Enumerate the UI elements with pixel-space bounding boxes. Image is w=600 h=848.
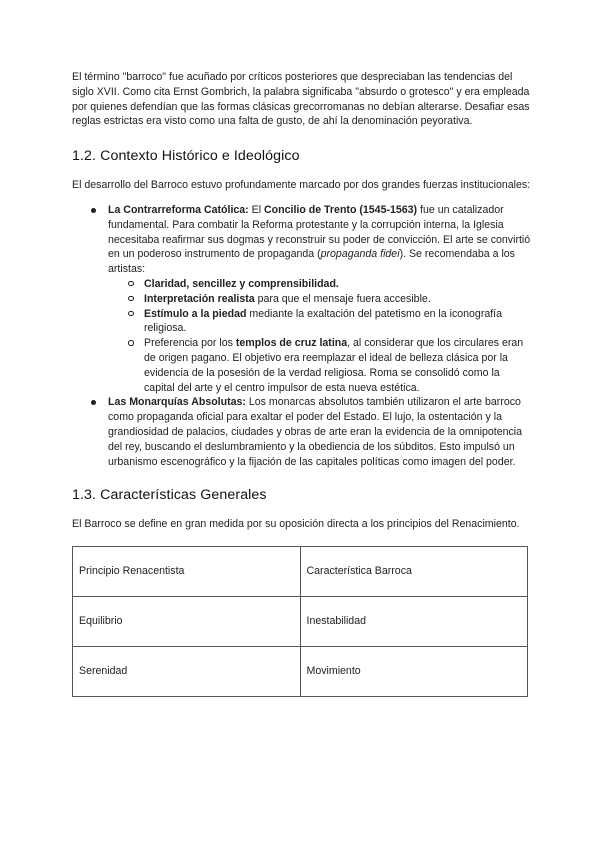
concilio-trento: Concilio de Trento (1545-1563): [264, 203, 418, 216]
table-header-row: [73, 547, 528, 597]
list-item-piedad: [108, 307, 532, 337]
list-item-cruz-latina: [108, 336, 532, 395]
list-item-contrarreforma: [72, 203, 532, 395]
table-cell: Serenidad: [73, 647, 301, 697]
contrarreforma-text-2: fue un catalizador fundamental. Para combatir la Reforma protestante y la corrupción interna, la Iglesia necesitaba reafirmar sus dogmas y reconstruir su poder de convicción. El arte se convirtió en un poderoso instrumento de propaganda (: [108, 203, 531, 261]
comparison-table: [72, 546, 528, 697]
contrarreforma-text-3: ). Se recomendaba a los artistas:: [108, 248, 515, 276]
recomendaciones-list: [108, 277, 532, 395]
contrarreforma-text-1: El: [248, 203, 265, 216]
monarquias-text: Los monarcas absolutos también utilizaron el arte barroco como propaganda oficial para exaltar el poder del Estado. El lujo, la ostentación y la grandiosidad de palacios, ciudades y obras de arte eran la evidencia de la omnipotencia del rey, buscando el deslumbramiento y la obediencia de los súbditos. Esto impulsó un urbanismo escenográfico y la fijación de las capitales políticas como imagen del poder.: [108, 396, 523, 468]
claridad-text: Claridad, sencillez y comprensibilidad.: [144, 277, 339, 290]
table-cell: Equilibrio: [73, 597, 301, 647]
table-cell: Característica Barroca: [300, 547, 528, 597]
table-cell: Inestabilidad: [300, 597, 528, 647]
document-page: [72, 70, 532, 697]
contexto-lead: El desarrollo del Barroco estuvo profundamente marcado por dos grandes fuerzas institucionales:: [72, 179, 531, 192]
table-row: [73, 597, 528, 647]
caracteristicas-lead: El Barroco se define en gran medida por su oposición directa a los principios del Renacimiento.: [72, 518, 520, 531]
monarquias-title: Las Monarquías Absolutas:: [108, 396, 246, 409]
cruz-latina-bold: templos de cruz latina: [235, 337, 348, 350]
table-cell: Movimiento: [300, 647, 528, 697]
fuerzas-list: [72, 203, 532, 469]
piedad-bold: Estímulo a la piedad: [144, 307, 247, 320]
list-item-interpretacion: [108, 292, 532, 307]
preferencia-text-1: Preferencia por los: [144, 337, 236, 350]
table-cell: Principio Renacentista: [73, 547, 301, 597]
table-row: [73, 647, 528, 697]
intro-paragraph: El término "barroco" fue acuñado por críticos posteriores que despreciaban las tendencias del siglo XVII. Como cita Ernst Gombrich, la palabra significaba "absurdo o grotesco" y era empleada por quienes defendían que las formas clásicas grecorromanas no debían alterarse. Desafiar esas reglas estrictas era visto como una falta de gusto, de ahí la denominación peyorativa.: [72, 71, 530, 128]
contrarreforma-title: La Contrarreforma Católica:: [108, 203, 249, 216]
interpretacion-text: para que el mensaje fuera accesible.: [254, 292, 431, 305]
list-item-claridad: [108, 277, 532, 292]
interpretacion-bold: Interpretación realista: [144, 292, 255, 305]
propaganda-fidei: propaganda fidei: [320, 248, 400, 261]
section-heading-contexto: 1.2. Contexto Histórico e Ideológico: [72, 148, 300, 165]
section-heading-caracteristicas: 1.3. Características Generales: [72, 487, 267, 504]
preferencia-text-2: , al considerar que los circulares eran de origen pagano. El objetivo era reemplazar el ideal de belleza clásica por la evidencia de la posesión de la verdad religiosa. Roma se consolidó como la capital del arte y el centro impulsor de esta nueva estética.: [144, 337, 524, 394]
list-item-monarquias: [72, 395, 532, 469]
piedad-text: mediante la exaltación del patetismo en la iconografía religiosa.: [144, 307, 503, 335]
